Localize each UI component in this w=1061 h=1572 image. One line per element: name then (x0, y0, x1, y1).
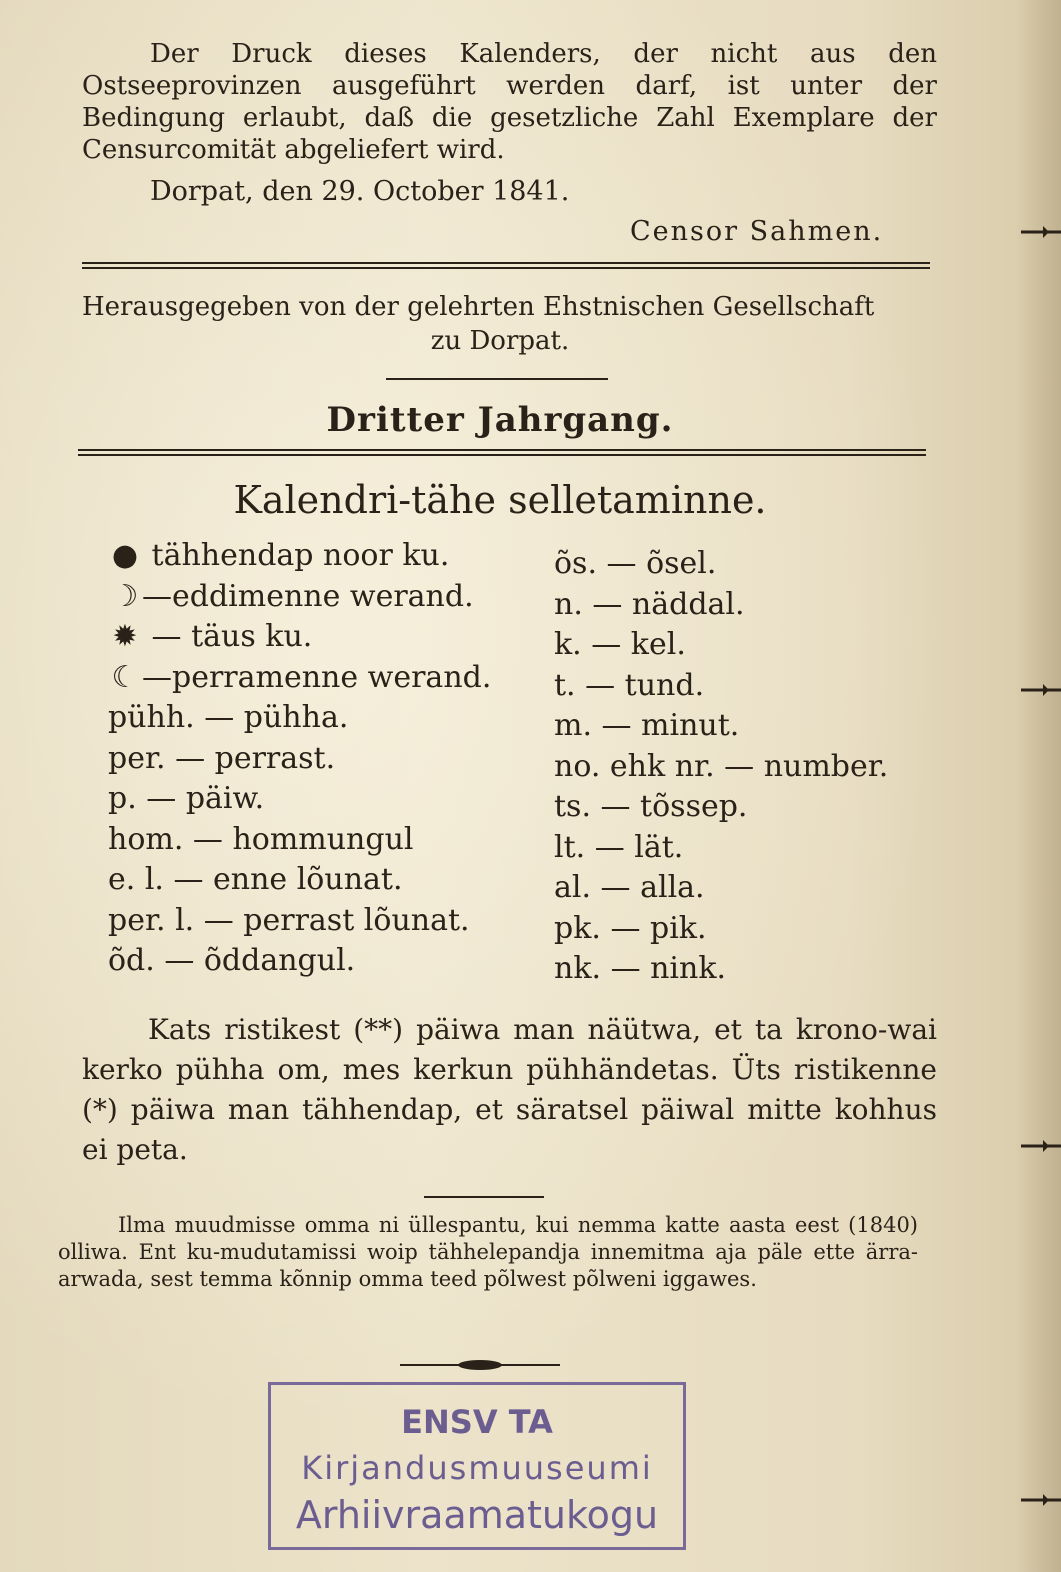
abbreviation-item: e. l. — enne lõunat. (108, 862, 403, 897)
abbreviation-item: ts. — tõssep. (554, 789, 748, 824)
binding-thread-mark (1021, 1140, 1061, 1152)
abbreviation-item: ☾ —perramenne werand. (108, 658, 491, 699)
abbreviation-item: ● tähhendap noor ku. (108, 536, 491, 577)
abbreviation-item: nk. — nink. (554, 951, 727, 986)
abbreviation-item: no. ehk nr. — number. (554, 748, 889, 784)
abbreviation-item: õd. — õddangul. (108, 943, 356, 978)
abbreviation-item: p. — päiw. (108, 781, 265, 816)
note-paragraph: Kats ristikest (**) päiwa man näütwa, et ta krono-wai kerko pühha om, mes kerkun pühhändetas. Üts ristikenne (*) päiwa man tähhendap, et säratsel päiwal mitte kohhus ei peta. (82, 1013, 937, 1166)
legend-title: Kalendri-tähe selletaminne. (233, 478, 767, 522)
stamp-line: Kirjandusmuuseumi (301, 1449, 653, 1487)
binding-thread-mark (1021, 226, 1061, 238)
abbreviation-item: ☽ —eddimenne werand. (108, 577, 491, 618)
abbreviation-item: n. — näddal. (554, 586, 745, 622)
abbreviation-item: per. l. — perrast lõunat. (108, 902, 470, 938)
abbreviation-item: m. — minut. (554, 708, 740, 743)
footnote: Ilma muudmisse omma ni üllespantu, kui nemma katte aasta eest (1840) olliwa. Ent ku-mudutamissi woip tähhelepandja innemitma aja päle ette ärra-arwada, sest temma kõnnip omma teed põlwest põlweni iggawes. (58, 1213, 918, 1291)
library-stamp (268, 1382, 686, 1550)
abbreviation-item: t. — tund. (554, 667, 705, 703)
first-quarter-moon-icon: ☽ (111, 578, 139, 614)
abbreviation-item: õs. — õsel. (554, 546, 717, 581)
stamp-line: Arhiivraamatukogu (295, 1493, 659, 1537)
full-moon-icon: ✹ (112, 619, 138, 654)
last-quarter-moon-icon: ☾ (111, 659, 139, 695)
binding-thread-mark (1021, 1494, 1061, 1506)
ornament-divider (400, 1358, 560, 1372)
divider-double (78, 449, 926, 456)
abbreviation-item: hom. — hommungul (108, 821, 414, 857)
abbreviation-item: k. — kel. (554, 627, 686, 662)
abbreviation-item: ✹ — täus ku. (108, 617, 491, 658)
publisher-line: Herausgegeben von der gelehrten Ehstnischen Gesellschaft (82, 292, 875, 322)
abbreviation-item: al. — alla. (554, 870, 705, 905)
edition-title: Dritter Jahrgang. (326, 400, 674, 440)
abbreviation-item: pühh. — pühha. (108, 700, 349, 735)
abbreviations-left-column (108, 536, 491, 982)
abbreviation-item: lt. — lät. (554, 829, 684, 865)
abbreviations-right-column (554, 544, 888, 990)
divider-short (386, 378, 608, 380)
binding-thread-mark (1021, 684, 1061, 696)
censor-signature: Censor Sahmen. (630, 216, 884, 247)
abbreviation-item: per. — perrast. (108, 740, 336, 776)
publisher-place: zu Dorpat. (430, 326, 570, 356)
stamp-line: ENSV TA (401, 1403, 553, 1441)
abbreviation-item: pk. — pik. (554, 910, 707, 946)
place-date: Dorpat, den 29. October 1841. (150, 176, 570, 207)
divider-short (424, 1196, 544, 1198)
divider-double (82, 262, 930, 269)
censor-notice: Der Druck dieses Kalenders, der nicht aus den Ostseeprovinzen ausgeführt werden darf, ist unter der Bedingung erlaubt, daß die gesetzliche Zahl Exemplare der Censurcomität abgeliefert wird. (82, 39, 937, 165)
new-moon-icon: ● (111, 538, 139, 573)
